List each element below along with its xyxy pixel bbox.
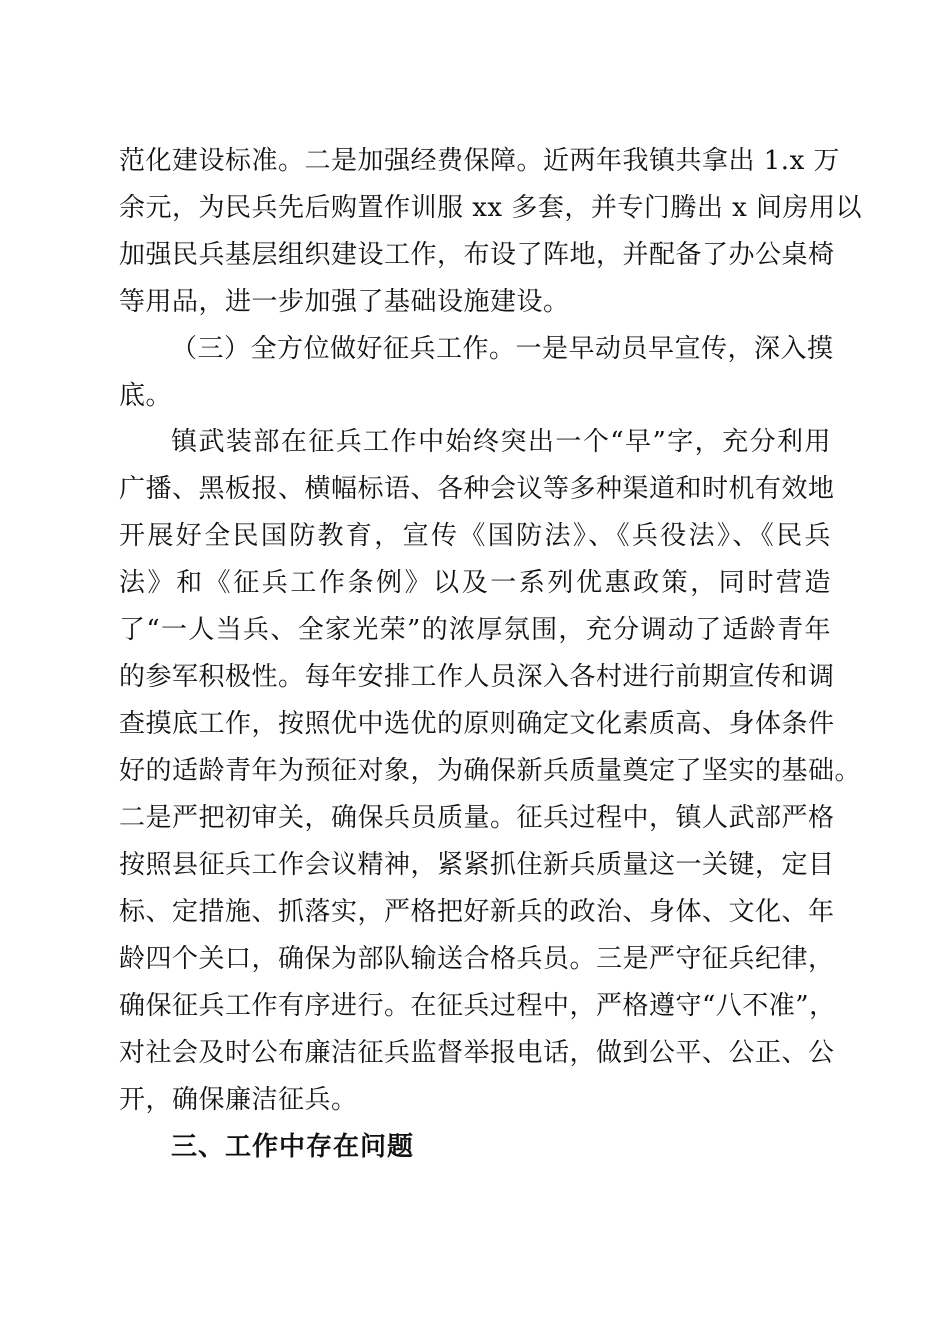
paragraph-line: 开展好全民国防教育，宣传《国防法》、《兵役法》、《民兵 [119,521,831,551]
paragraph-line: 广播、黑板报、横幅标语、各种会议等多种渠道和时机有效地 [119,474,835,504]
paragraph-line: 查摸底工作，按照优中选优的原则确定文化素质高、身体条件 [119,709,835,739]
paragraph-line: 的参军积极性。每年安排工作人员深入各村进行前期宣传和调 [119,662,835,692]
section-heading: 三、工作中存在问题 [171,1132,415,1162]
paragraph-line: 龄四个关口，确保为部队输送合格兵员。三是严守征兵纪律， [119,944,835,974]
paragraph-line: 加强民兵基层组织建设工作，布设了阵地，并配备了办公桌椅 [119,240,835,270]
paragraph-line: 确保征兵工作有序进行。在征兵过程中，严格遵守“八不准”， [119,991,836,1021]
paragraph-line: 对社会及时公布廉洁征兵监督举报电话，做到公平、公正、公 [119,1038,835,1068]
paragraph-line: 标、定措施、抓落实，严格把好新兵的政治、身体、文化、年 [119,897,835,927]
subheading-line: 底。 [119,381,173,411]
paragraph-line: 镇武装部在征兵工作中始终突出一个“早”字，充分利用 [171,427,831,457]
paragraph-line: 二是严把初审关，确保兵员质量。征兵过程中，镇人武部严格 [119,803,835,833]
paragraph-line: 范化建设标准。二是加强经费保障。近两年我镇共拿出 1.x 万 [119,146,840,176]
paragraph-line: 等用品，进一步加强了基础设施建设。 [119,287,570,317]
paragraph-line: 余元，为民兵先后购置作训服 xx 多套，并专门腾出 x 间房用以 [119,193,863,223]
paragraph-line: 按照县征兵工作会议精神，紧紧抓住新兵质量这一关键，定目 [119,850,835,880]
subheading-line: （三）全方位做好征兵工作。一是早动员早宣传，深入摸 [171,334,834,364]
paragraph-line: 好的适龄青年为预征对象，为确保新兵质量奠定了坚实的基础。 [119,756,862,786]
paragraph-line: 开，确保廉洁征兵。 [119,1085,358,1115]
paragraph-line: 法》和《征兵工作条例》以及一系列优惠政策，同时营造 [119,568,831,598]
paragraph-line: 了“一人当兵、全家光荣”的浓厚氛围，充分调动了适龄青年 [119,615,831,645]
